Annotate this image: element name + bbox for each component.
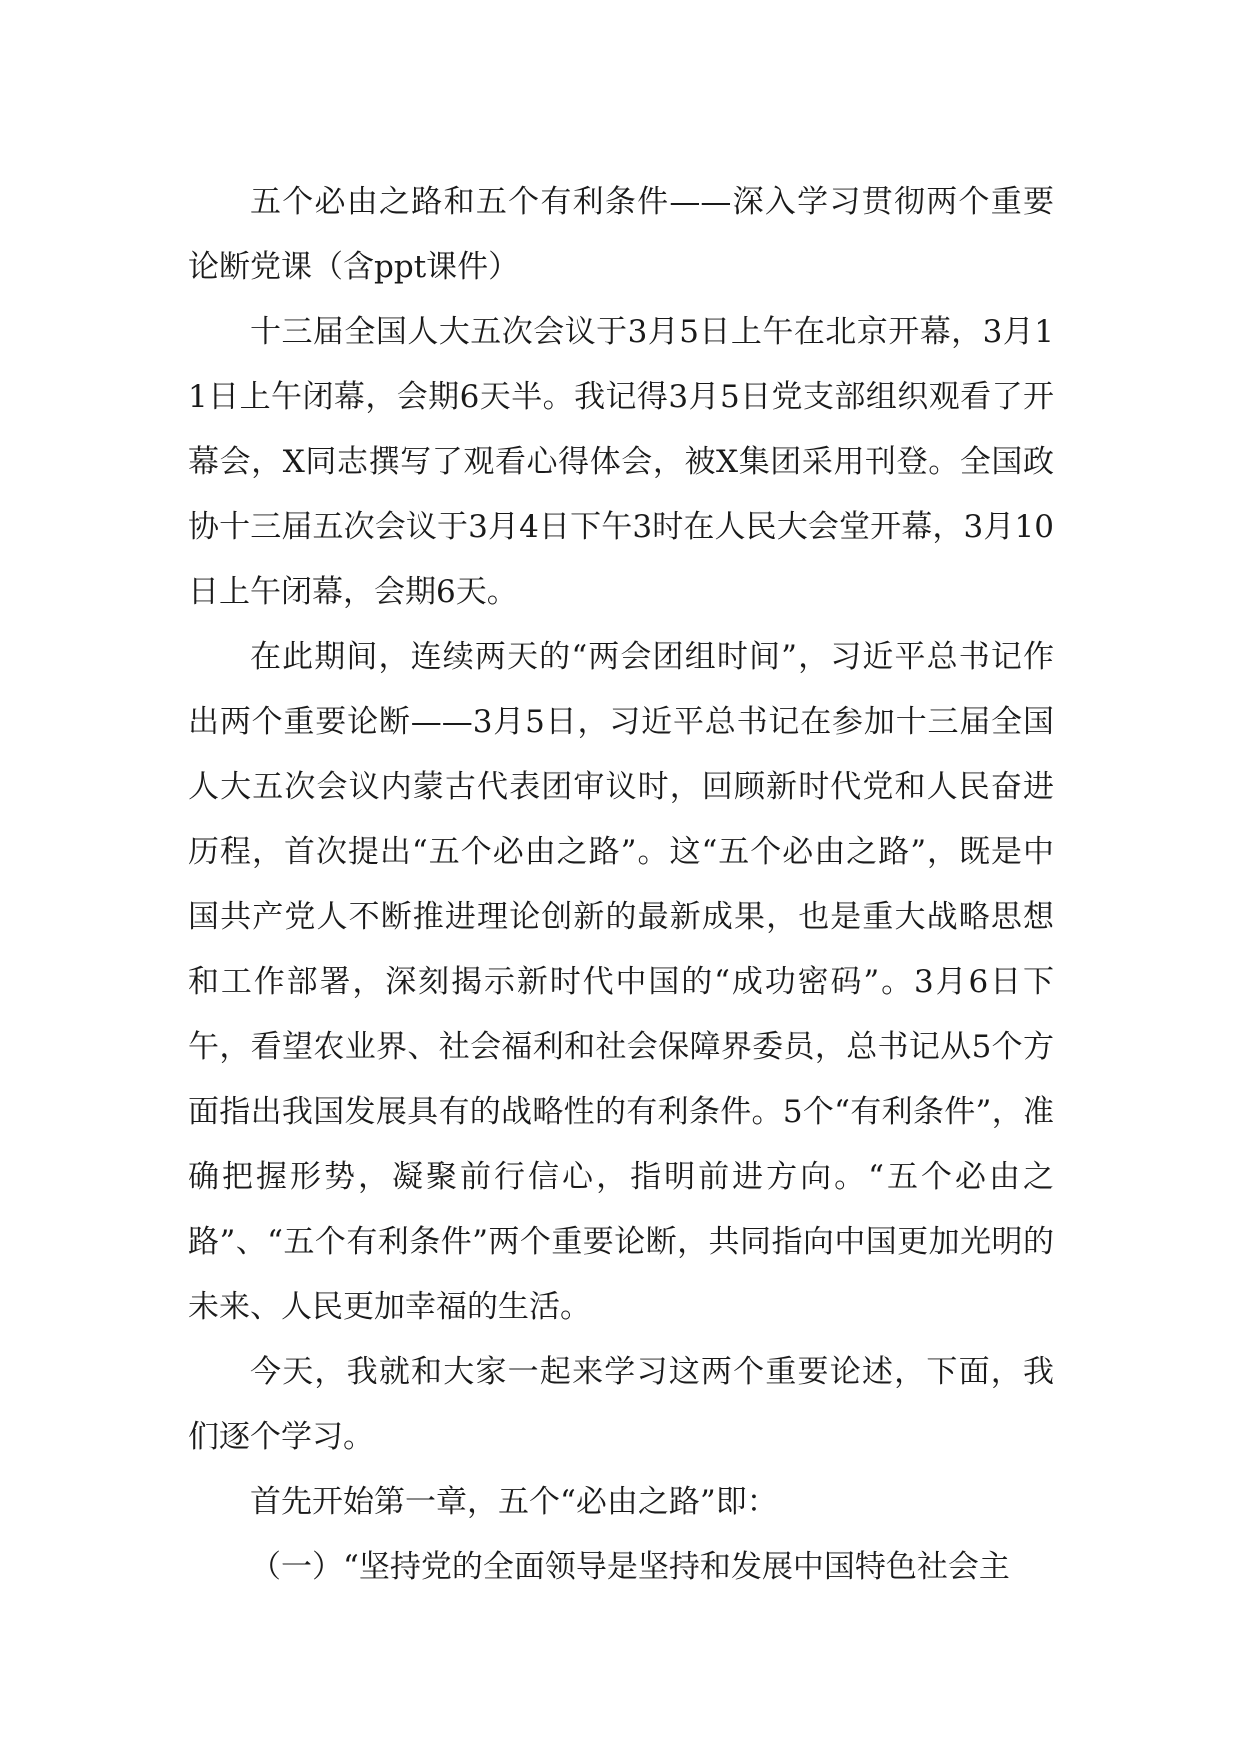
paragraph-2: 在此期间，连续两天的“两会团组时间”，习近平总书记作出两个重要论断——3月5日，习近平总书记在参加十三届全国人大五次会议内蒙古代表团审议时，回顾新时代党和人民奋进历程，首次提出“五个必由之路”。这“五个必由之路”，既是中国共产党人不断推进理论创新的最新成果，也是重大战略思想和工作部署，深刻揭示新时代中国的“成功密码”。3月6日下午，看望农业界、社会福利和社会保障界委员，总书记从5个方面指出我国发展具有的战略性的有利条件。5个“有利条件”，准确把握形势，凝聚前行信心，指明前进方向。“五个必由之路”、“五个有利条件”两个重要论断，共同指向中国更加光明的未来、人民更加幸福的生活。 xyxy=(188,639,1054,1325)
document-title: 五个必由之路和五个有利条件——深入学习贯彻两个重要论断党课（含ppt课件） xyxy=(188,184,1054,285)
document-body xyxy=(188,170,1054,1600)
paragraph-1: 十三届全国人大五次会议于3月5日上午在北京开幕，3月11日上午闭幕，会期6天半。我记得3月5日党支部组织观看了开幕会，X同志撰写了观看心得体会，被X集团采用刊登。全国政协十三届五次会议于3月4日下午3时在人民大会堂开幕，3月10日上午闭幕，会期6天。 xyxy=(188,314,1054,610)
paragraph-3: 今天，我就和大家一起来学习这两个重要论述，下面，我们逐个学习。 xyxy=(188,1354,1054,1455)
paragraph-5: （一）“坚持党的全面领导是坚持和发展中国特色社会主 xyxy=(250,1549,1010,1585)
paragraph-4: 首先开始第一章，五个“必由之路”即： xyxy=(250,1484,778,1520)
